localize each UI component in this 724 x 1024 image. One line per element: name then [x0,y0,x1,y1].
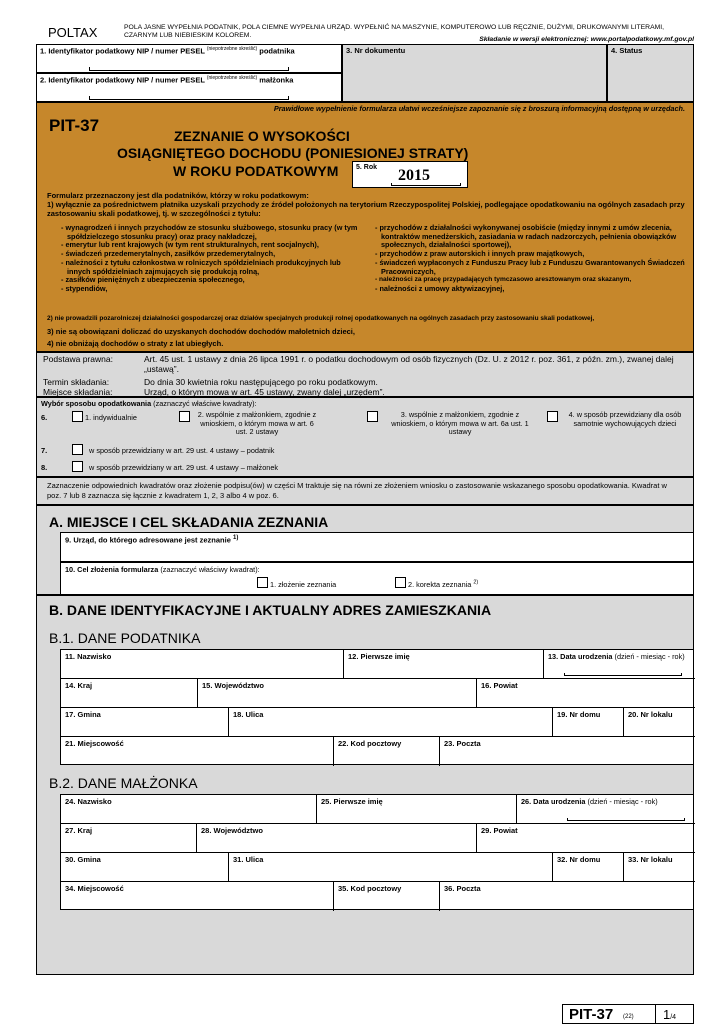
field-36[interactable] [440,882,695,911]
field-6-label: 6. [41,413,48,422]
field-1[interactable] [36,44,342,73]
method-option-8[interactable] [72,461,278,472]
field-26-label: 26. Data urodzenia [521,797,586,806]
field-30[interactable] [61,853,229,882]
field-12[interactable] [344,650,544,679]
field-13-note: (dzień - miesiąc - rok) [614,652,685,661]
checkbox-option-3[interactable] [367,411,378,422]
field-29-label: 29. Powiat [481,826,518,835]
b1-grid [60,649,694,765]
electronic-filing: Składanie w wersji elektronicznej: www.portalpodatkowy.mf.gov.pl [479,36,694,43]
section-b2-title: B.2. DANE MAŁŻONKA [49,775,198,791]
field-21[interactable] [61,737,334,766]
place-text: Urząd, o którym mowa w art. 45 ustawy, zwany dalej „urzędem”. [144,387,385,397]
left-item: - wynagrodzeń i innych przychodów ze stosunku służbowego, stosunku pracy (w tym spółdzielczego stosunku pracy) oraz pracy nakładczej, [61,223,358,241]
method-option-7[interactable] [72,444,274,455]
field-19-label: 19. Nr domu [557,710,601,719]
checkbox-option-1[interactable] [72,411,83,422]
left-item: - emerytur lub rent krajowych (w tym rent strukturalnych, rent socjalnych), [61,240,319,250]
method-option-3-label: 3. wspólnie z małżonkiem, zgodnie z wnioskiem, o którym mowa w art. 6a ust. 1 ustawy [391,410,529,436]
year-label: 5. Rok [356,164,378,171]
point-2: 2) nie prowadzili pozarolniczej działalności gospodarczej oraz działów specjalnych produkcji rolnej opodatkowanych na ogólnych zasadach przy zastosowaniu skali podatkowej, [47,315,595,322]
field-24[interactable] [61,795,317,824]
left-item: - stypendiów, [61,283,108,293]
field-18-label: 18. Ulica [233,710,264,719]
field-11[interactable] [61,650,344,679]
field-34-label: 34. Miejscowość [65,884,124,893]
form-title-1: ZEZNANIE O WYSOKOŚCI [174,128,350,144]
field-36-label: 36. Poczta [444,884,481,893]
field-12-label: 12. Pierwsze imię [348,652,410,661]
section-b-title: B. DANE IDENTYFIKACYJNE I AKTUALNY ADRES ZAMIESZKANIA [49,602,492,618]
field-25[interactable] [317,795,517,824]
field-15[interactable] [198,679,477,708]
field-10-note: (zaznaczyć właściwy kwadrat): [160,565,260,574]
field-23[interactable] [440,737,695,766]
field-2-ticks [89,96,289,100]
field-26-ticks [567,818,685,821]
field-2-note: (niepotrzebne skreślić) [206,75,258,81]
b2-grid [60,794,694,910]
right-item: - świadczeń wypłaconych z Funduszu Pracy lub z Funduszu Gwarantowanych Świadczeń Pracowniczych, [375,257,685,276]
field-3 [342,44,607,102]
method-option-4-label: 4. w sposób przewidziany dla osób samotnie wychowujących dzieci [568,410,682,428]
method-note-text: Zaznaczenie odpowiednich kwadratów oraz złożenie podpisu(ów) w części M traktuje się na równi ze złożeniem wniosku o zastosowanie wskazanego sposobu opodatkowania. Kwadrat w poz. 7 lub 8 zaznacza się łącznie z kwadratem 1, 2, 3 albo 4 w poz. 6. [47,481,667,500]
method-option-1[interactable] [72,411,137,422]
checkbox-correction[interactable] [395,577,406,588]
field-2-label: 2. Identyfikator podatkowy NIP / numer PESEL [40,75,205,85]
field-17-label: 17. Gmina [65,710,101,719]
field-35[interactable] [334,882,440,911]
field-2-suffix: małżonka [259,75,294,85]
field-1-note: (niepotrzebne skreślić) [206,46,258,52]
notice: Prawidłowe wypełnienie formularza ułatwi wcześniejsze zapoznanie się z broszurą informacyjną dostępną w urzędach. [273,104,685,113]
field-9-sup: 1) [232,535,239,541]
checkbox-option-7[interactable] [72,444,83,455]
footer-version: (22) [623,1014,634,1020]
checkbox-option-2[interactable] [179,411,190,422]
field-20[interactable] [624,708,695,737]
field-1-suffix: podatnika [259,46,295,56]
purpose-option-1[interactable] [257,577,336,589]
income-list-right [375,224,687,324]
form-title-2: OSIĄGNIĘTEGO DOCHODU (PONIESIONEJ STRATY) [117,145,469,161]
field-29[interactable] [477,824,695,853]
footer-divider [655,1005,656,1023]
field-13[interactable] [544,650,695,679]
field-7-label: 7. [41,446,48,455]
basis-label: Podstawa prawna: [43,354,113,364]
footer-page: 1 [663,1007,671,1022]
field-1-label: 1. Identyfikator podatkowy NIP / numer PESEL [40,46,205,56]
form-title-3: W ROKU PODATKOWYM [173,163,339,179]
method-option-1-label: 1. indywidualnie [85,413,137,422]
field-16-label: 16. Powiat [481,681,518,690]
checkbox-option-4[interactable] [547,411,558,422]
method-option-2[interactable] [179,411,319,437]
field-8-label: 8. [41,463,48,472]
field-33-label: 33. Nr lokalu [628,855,673,864]
field-9-label: 9. Urząd, do którego adresowane jest zeznanie [65,535,231,545]
term-label: Termin składania: [43,377,110,387]
field-1-ticks [89,67,289,71]
field-21-label: 21. Miejscowość [65,739,124,748]
form-code: PIT-37 [49,116,100,135]
purpose-option-2-sup: 2) [473,579,479,586]
field-15-label: 15. Województwo [202,681,264,690]
checkbox-submit[interactable] [257,577,268,588]
brand: POLTAX [48,25,98,40]
field-14-label: 14. Kraj [65,681,93,690]
field-13-label: 13. Data urodzenia [548,652,613,661]
title-block [36,102,694,352]
field-34[interactable] [61,882,334,911]
right-item: - należności za pracę przypadających tymczasowo aresztowanym oraz skazanym, [375,276,632,284]
right-item: - należności z umowy aktywizacyjnej, [375,283,505,293]
section-b1-title: B.1. DANE PODATNIKA [49,630,201,646]
field-10-label: 10. Cel złożenia formularza [65,565,159,574]
field-25-label: 25. Pierwsze imię [321,797,383,806]
field-32[interactable] [553,853,624,882]
method-option-4[interactable] [547,411,687,428]
field-22-label: 22. Kod pocztowy [338,739,402,748]
header [36,22,694,44]
method-option-3[interactable] [367,411,537,437]
field-14[interactable] [61,679,198,708]
field-4 [607,44,694,102]
field-24-label: 24. Nazwisko [65,797,112,806]
method-heading: Wybór sposobu opodatkowania [41,399,152,408]
method-note [36,477,694,505]
left-item: - zasiłków pieniężnych z ubezpieczenia społecznego, [61,275,245,285]
field-28[interactable] [197,824,477,853]
purpose-option-2[interactable] [395,577,478,589]
field-9[interactable] [60,532,694,562]
field-20-label: 20. Nr lokalu [628,710,673,719]
field-31[interactable] [229,853,553,882]
instructions: POLA JASNE WYPEŁNIA PODATNIK, POLA CIEMNE WYPEŁNIA URZĄD. WYPEŁNIĆ NA MASZYNIE, KOMPUTEROWO LUB RĘCZNIE, DUŻYMI, DRUKOWANYMI LITERAMI, CZARNYM LUB NIEBIESKIM KOLOREM. [124,24,665,39]
field-11-label: 11. Nazwisko [65,652,112,661]
section-a-title: A. MIEJSCE I CEL SKŁADANIA ZEZNANIA [49,514,329,530]
field-27-label: 27. Kraj [65,826,93,835]
field-13-ticks [564,673,682,676]
field-28-label: 28. Województwo [201,826,263,835]
right-item: - przychodów z praw autorskich i innych praw majątkowych, [375,249,585,259]
intended-for: Formularz przeznaczony jest dla podatników, którzy w roku podatkowym: [47,191,309,200]
field-27[interactable] [61,824,197,853]
legal-basis [36,352,694,397]
field-19[interactable] [553,708,624,737]
purpose-option-1-label: 1. złożenie zeznania [270,580,337,589]
purpose-option-2-label: 2. korekta zeznania [408,580,472,589]
field-26[interactable] [517,795,695,824]
field-4-label: 4. Status [611,46,643,55]
place-label: Miejsce składania: [43,387,113,397]
field-3-label: 3. Nr dokumentu [346,46,406,55]
field-16[interactable] [477,679,695,708]
left-item: - świadczeń przedemerytalnych, zasiłków przedemerytalnych, [61,249,276,259]
method-option-2-label: 2. wspólnie z małżonkiem, zgodnie z wnioskiem, o którym mowa w art. 6 ust. 2 ustawy [197,410,317,436]
field-33[interactable] [624,853,695,882]
field-32-label: 32. Nr domu [557,855,601,864]
left-item: - należności z tytułu członkostwa w rolniczych spółdzielniach produkcyjnych lub innych spółdzielniach zajmujących się produkcją rolną, [61,257,341,276]
point-1: 1) wyłącznie za pośrednictwem płatnika uzyskali przychody ze źródeł położonych na terytorium Rzeczypospolitej Polskiej, podlegające opodatkowaniu na ogólnych zasadach przy zastosowaniu skali podatkowej, tj. w szczególności z tytułu: [47,200,685,218]
field-17[interactable] [61,708,229,737]
year-ticks [391,183,461,186]
checkbox-option-8[interactable] [72,461,83,472]
tax-method [36,397,694,477]
year-box[interactable] [352,161,468,188]
point-4: 4) nie obniżają dochodów o straty z lat ubiegłych. [47,339,224,348]
field-10 [60,562,694,595]
right-item: - przychodów z działalności wykonywanej osobiście (między innymi z umów zlecenia, kontraktów menedżerskich, zasiadania w radach nadzorczych, pełnienia obowiązków społecznych, działalności sportowej), [375,223,677,250]
method-option-7-label: w sposób przewidziany w art. 29 ust. 4 ustawy – podatnik [89,446,275,455]
basis-text: Art. 45 ust. 1 ustawy z dnia 26 lipca 1991 r. o podatku dochodowym od osób fizycznych (Dz. U. z 2012 r. poz. 361, z późn. zm.), zwanej dalej „ustawą”. [144,354,674,374]
field-22[interactable] [334,737,440,766]
term-text: Do dnia 30 kwietnia roku następującego po roku podatkowym. [144,377,378,387]
field-31-label: 31. Ulica [233,855,264,864]
field-30-label: 30. Gmina [65,855,101,864]
footer-page-of: /4 [670,1014,677,1021]
method-heading-note: (zaznaczyć właściwe kwadraty): [153,399,257,408]
field-18[interactable] [229,708,553,737]
field-2[interactable] [36,73,342,102]
method-option-8-label: w sposób przewidziany w art. 29 ust. 4 ustawy – małżonek [89,463,279,472]
field-26-note: (dzień - miesiąc - rok) [587,797,658,806]
footer-code-box [562,1004,694,1024]
year-value: 2015 [398,167,430,184]
field-23-label: 23. Poczta [444,739,481,748]
point-3: 3) nie są obowiązani doliczać do uzyskanych dochodów dochodów małoletnich dzieci, [47,327,355,336]
field-35-label: 35. Kod pocztowy [338,884,402,893]
footer-code: PIT-37 [569,1006,614,1023]
